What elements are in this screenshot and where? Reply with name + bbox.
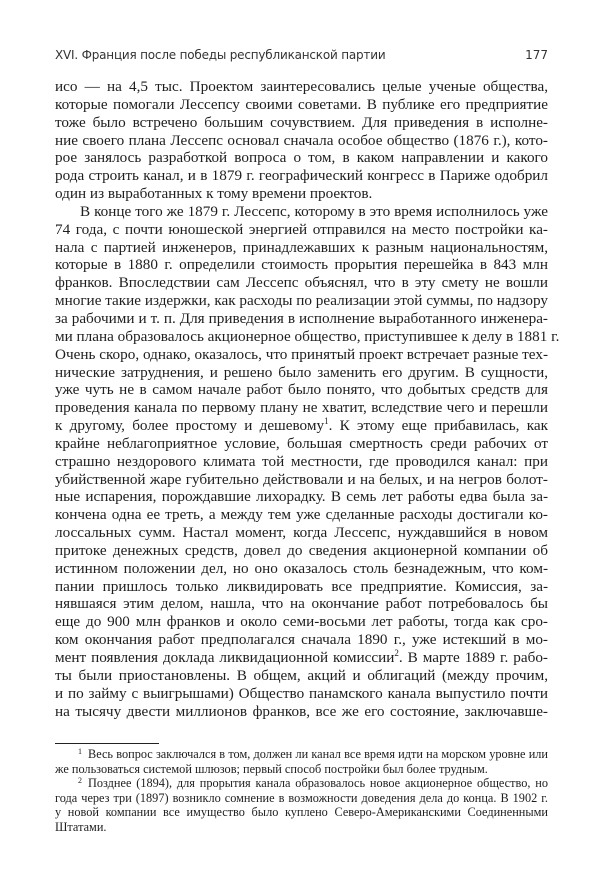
line-text: Очень скоро, однако, оказалось, что принятый проект встречает разные тех- [55,345,548,363]
chapter-title: XVI. Франция после победы республиканской партии [55,48,386,62]
text-line [55,167,548,185]
text-line [55,381,548,399]
line-text: истинном положении дел, но оно оказалось столь безнадежным, что ком- [55,559,548,577]
text-line [55,453,548,471]
line-text: нявшаяся этим делом, нашла, что на окончание работ потребовалось бы [55,595,548,613]
text-line [55,203,548,221]
line-text: же пользоваться системой шлюзов; первый способ постройки был более трудным. [55,761,488,776]
text-line [55,185,548,203]
footnote-marker: 1 [324,416,329,427]
text-line [55,399,548,417]
text-line [55,417,548,435]
line-text: проведения канала по первому плану не хватит, вследствие чего и перешли [55,399,548,417]
text-line [55,239,548,257]
line-text: рода строить канал, и в 1879 г. географический конгресс в Париже одобрил [55,167,548,185]
text-line [55,435,548,453]
footnote-marker: 1 [78,747,82,756]
text-line [55,221,548,239]
text-line [55,96,548,114]
footnote-line [55,747,548,762]
text-line [55,560,548,578]
footnote-line [55,805,548,820]
line-text: . В марте 1889 г. рабо- [398,649,548,666]
text-line [55,667,548,685]
footnotes [55,747,548,835]
line-text: страшно нездорового климата той местности, где проводился канал: при [55,452,548,470]
line-text: которые в 1880 г. определили стоимость прорытия перешейка в 843 млн [55,256,548,274]
text-line [55,310,548,328]
line-text: франков. Впоследствии сам Лессепс объяснял, что в эту смету не вошли [55,274,548,292]
footnote-line [55,791,548,806]
line-text: ми плана образовалось акционерное общество, приступившее к делу в 1881 г. [55,327,560,345]
line-text: ние своего плана Лессепс основал сначала особое общество (1876 г.), кото- [55,131,548,149]
text-line [55,703,548,721]
line-text: мент появления доклада ликвидационной комиссии [55,649,395,666]
line-text: еще до 900 млн франков и около семи-восьми лет работы, тогда как сро- [55,613,548,631]
line-text: нические затруднения, и решено было заменить его другим. В сущности, [55,363,548,381]
line-text: один из выработанных к тому времени проектов. [55,185,373,203]
body-text [55,78,560,720]
text-line [55,292,548,310]
text-line [55,114,548,132]
line-text: 74 года, с почти юношеской энергией отправился на место постройки ка- [55,220,548,238]
text-line [55,631,548,649]
line-text: за рабочими и т. п. Для приведения в исполнение выработанного инженера- [55,309,548,327]
line-text: пании пришлось только ликвидировать все предприятие. Комиссия, за- [55,577,548,595]
text-line [55,649,548,667]
line-text: В конце того же 1879 г. Лессепс, которому в это время исполнилось уже [80,202,548,220]
line-text: ком окончания работ предполагался сначала 1890 г., уже истекший в мо- [55,631,548,649]
text-line [55,149,548,167]
line-text: рое занялось разработкой вопроса о том, в каком направлении и какого [55,149,548,167]
line-text: у новой компании все имущество было куплено Северо-Американскими Соединенными [55,805,548,820]
line-text: на тысячу двести миллионов франков, все же его состояние, заключавше- [55,702,548,720]
line-text: притоке денежных средств, довел до сведения акционерной компании об [55,541,548,559]
line-text: кончена одна ее треть, а между тем уже сделанные расходы достигали ко- [55,506,548,524]
running-header [55,48,548,66]
text-line [55,488,548,506]
line-text: убийственной жаре губительно действовали и на белых, и на негров болот- [55,470,548,488]
text-line [55,471,548,489]
text-line [55,524,548,542]
line-text: Штатами. [55,819,107,834]
line-text: нала с партией инженеров, принадлежавших к разным национальностям, [55,238,548,256]
line-text: многие такие издержки, как расходы по реализации этой суммы, по надзору [55,292,548,310]
footnote-line [55,820,548,835]
text-line [55,542,548,560]
line-text: которые помогали Лессепсу своими советами. В публике его предприятие [55,95,548,113]
footnote-divider [55,743,159,744]
text-line [55,595,548,613]
line-text: исо — на 4,5 тыс. Проектом заинтересовались целые ученые общества, [55,78,548,95]
text-line [55,578,548,596]
line-text: тоже было встречено большим сочувствием. Для приведения в исполне- [55,113,548,131]
line-text: крайне неблагоприятное условие, большая смертность среди рабочих от [55,434,548,452]
text-line [55,506,548,524]
line-text: Весь вопрос заключался в том, должен ли канал все время идти на морском уровне или [88,747,548,761]
line-text: ные испарения, порождавшие лихорадку. В семь лет работы едва была за- [55,488,548,506]
footnote-marker: 2 [78,776,82,786]
footnote-marker: 2 [394,648,399,658]
line-text: и по займу с выигрышами) Общество панамского канала выпустило почти [55,684,548,702]
line-text: ты были приостановлены. В общем, акций и облигаций (между прочим, [55,666,548,684]
footnote-line [55,762,548,777]
line-text: года через три (1897) возникло сомнение в возможности доведения дела до конца. В 1902 г. [55,790,548,805]
text-line [55,327,560,346]
footnote-line [55,776,548,791]
text-line [55,274,548,292]
line-text: Позднее (1894), для прорытия канала образовалось новое акционерное общество, но [88,776,548,791]
text-line [55,78,548,96]
page-number: 177 [525,48,548,62]
text-line [55,132,548,150]
text-line [55,685,548,703]
line-text: . К этому еще прибавилась, как [328,417,548,435]
line-text: к другому, более простому и дешевому [55,417,325,435]
line-text: уже чуть не в самом начале работ было понято, что добытых средств для [55,381,548,399]
text-line [55,256,548,274]
text-line [55,346,548,364]
line-text: лоссальных сумм. Настал момент, когда Лессепс, нуждавшийся в новом [55,524,548,542]
text-line [55,613,548,631]
text-line [55,364,548,382]
